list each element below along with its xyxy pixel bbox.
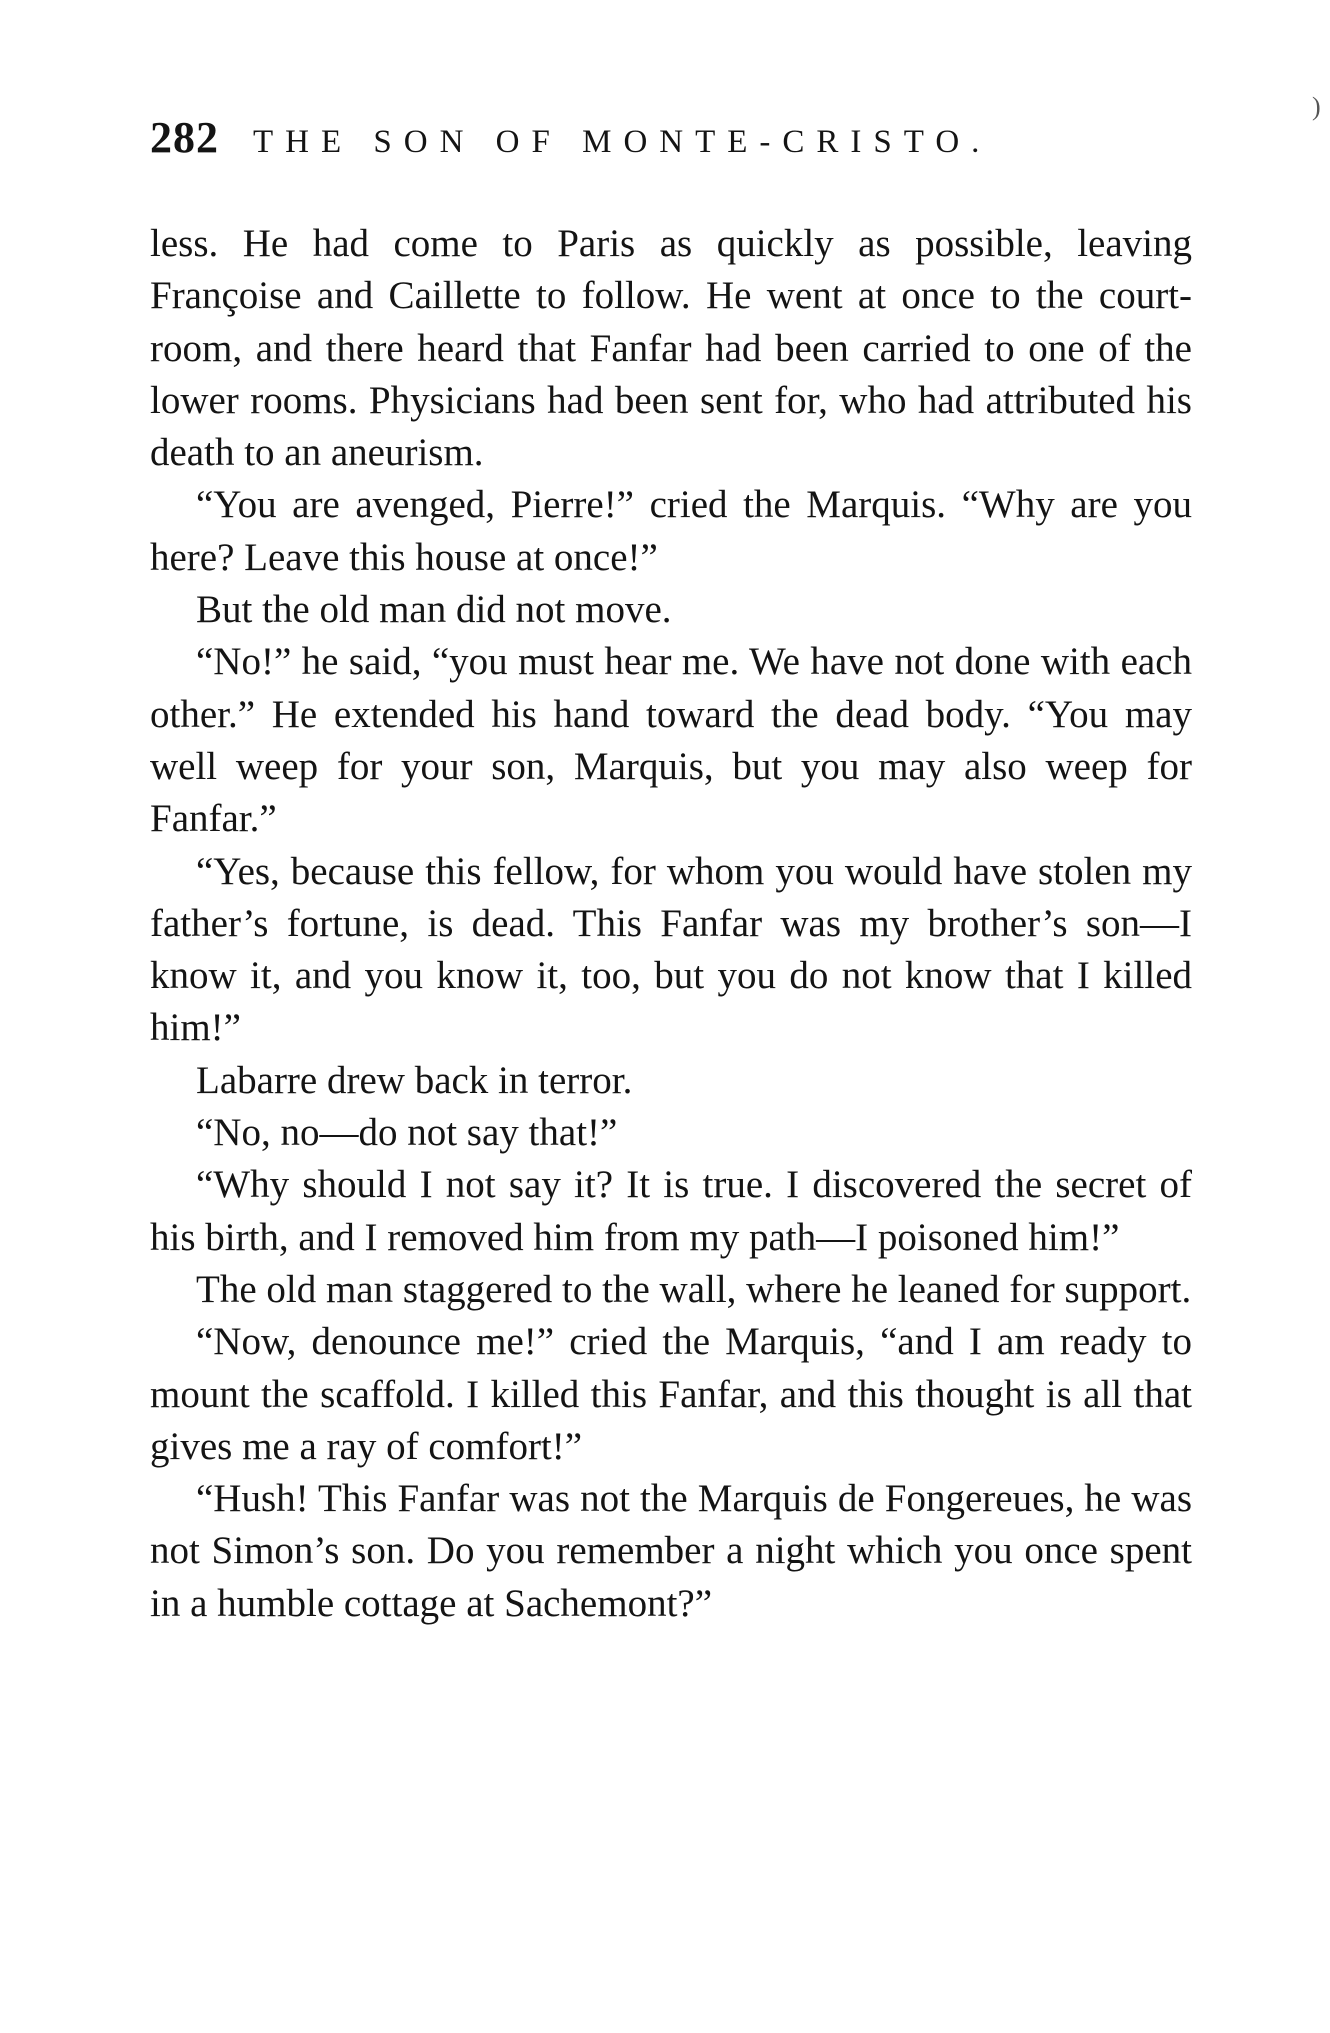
- running-head: [150, 112, 1200, 172]
- paragraph: “Why should I not say it? It is true. I discovered the secret of his birth, and I removed him from my path—I poisoned him!”: [150, 1163, 1192, 1259]
- running-title: THE SON OF MONTE-CRISTO.: [253, 124, 992, 160]
- paragraph: “No!” he said, “you must hear me. We have not done with each other.” He extended his hand toward the dead body. “You may well weep for your son, Marquis, but you may also weep for Fanfar.”: [150, 640, 1192, 841]
- body-text: [150, 218, 1192, 1630]
- paragraph: “Now, denounce me!” cried the Marquis, “and I am ready to mount the scaffold. I killed this Fanfar, and this thought is all that gives me a ray of comfort!”: [150, 1320, 1192, 1468]
- paragraph: “Yes, because this fellow, for whom you would have stolen my father’s fortune, is dead. This Fanfar was my brother’s son—I know it, and you know it, too, but you do not know that I killed him!”: [150, 849, 1192, 1050]
- paragraph: “No, no—do not say that!”: [196, 1111, 618, 1155]
- paragraph: Labarre drew back in terror.: [196, 1058, 633, 1102]
- paragraph: “You are avenged, Pierre!” cried the Marquis. “Why are you here? Leave this house at once!”: [150, 483, 1192, 579]
- margin-mark: ): [1312, 92, 1321, 121]
- page-number: 282: [150, 113, 219, 162]
- paragraph: “Hush! This Fanfar was not the Marquis de Fongereues, he was not Simon’s son. Do you remember a night which you once spent in a humble cottage at Sachemont?”: [150, 1477, 1192, 1625]
- paragraph: The old man staggered to the wall, where he leaned for support.: [196, 1267, 1192, 1311]
- paragraph: But the old man did not move.: [196, 588, 672, 632]
- paragraph: less. He had come to Paris as quickly as possible, leaving Françoise and Caillette to follow. He went at once to the court-room, and there heard that Fanfar had been carried to one of the lower rooms. Physicians had been sent for, who had attributed his death to an aneurism.: [150, 222, 1192, 475]
